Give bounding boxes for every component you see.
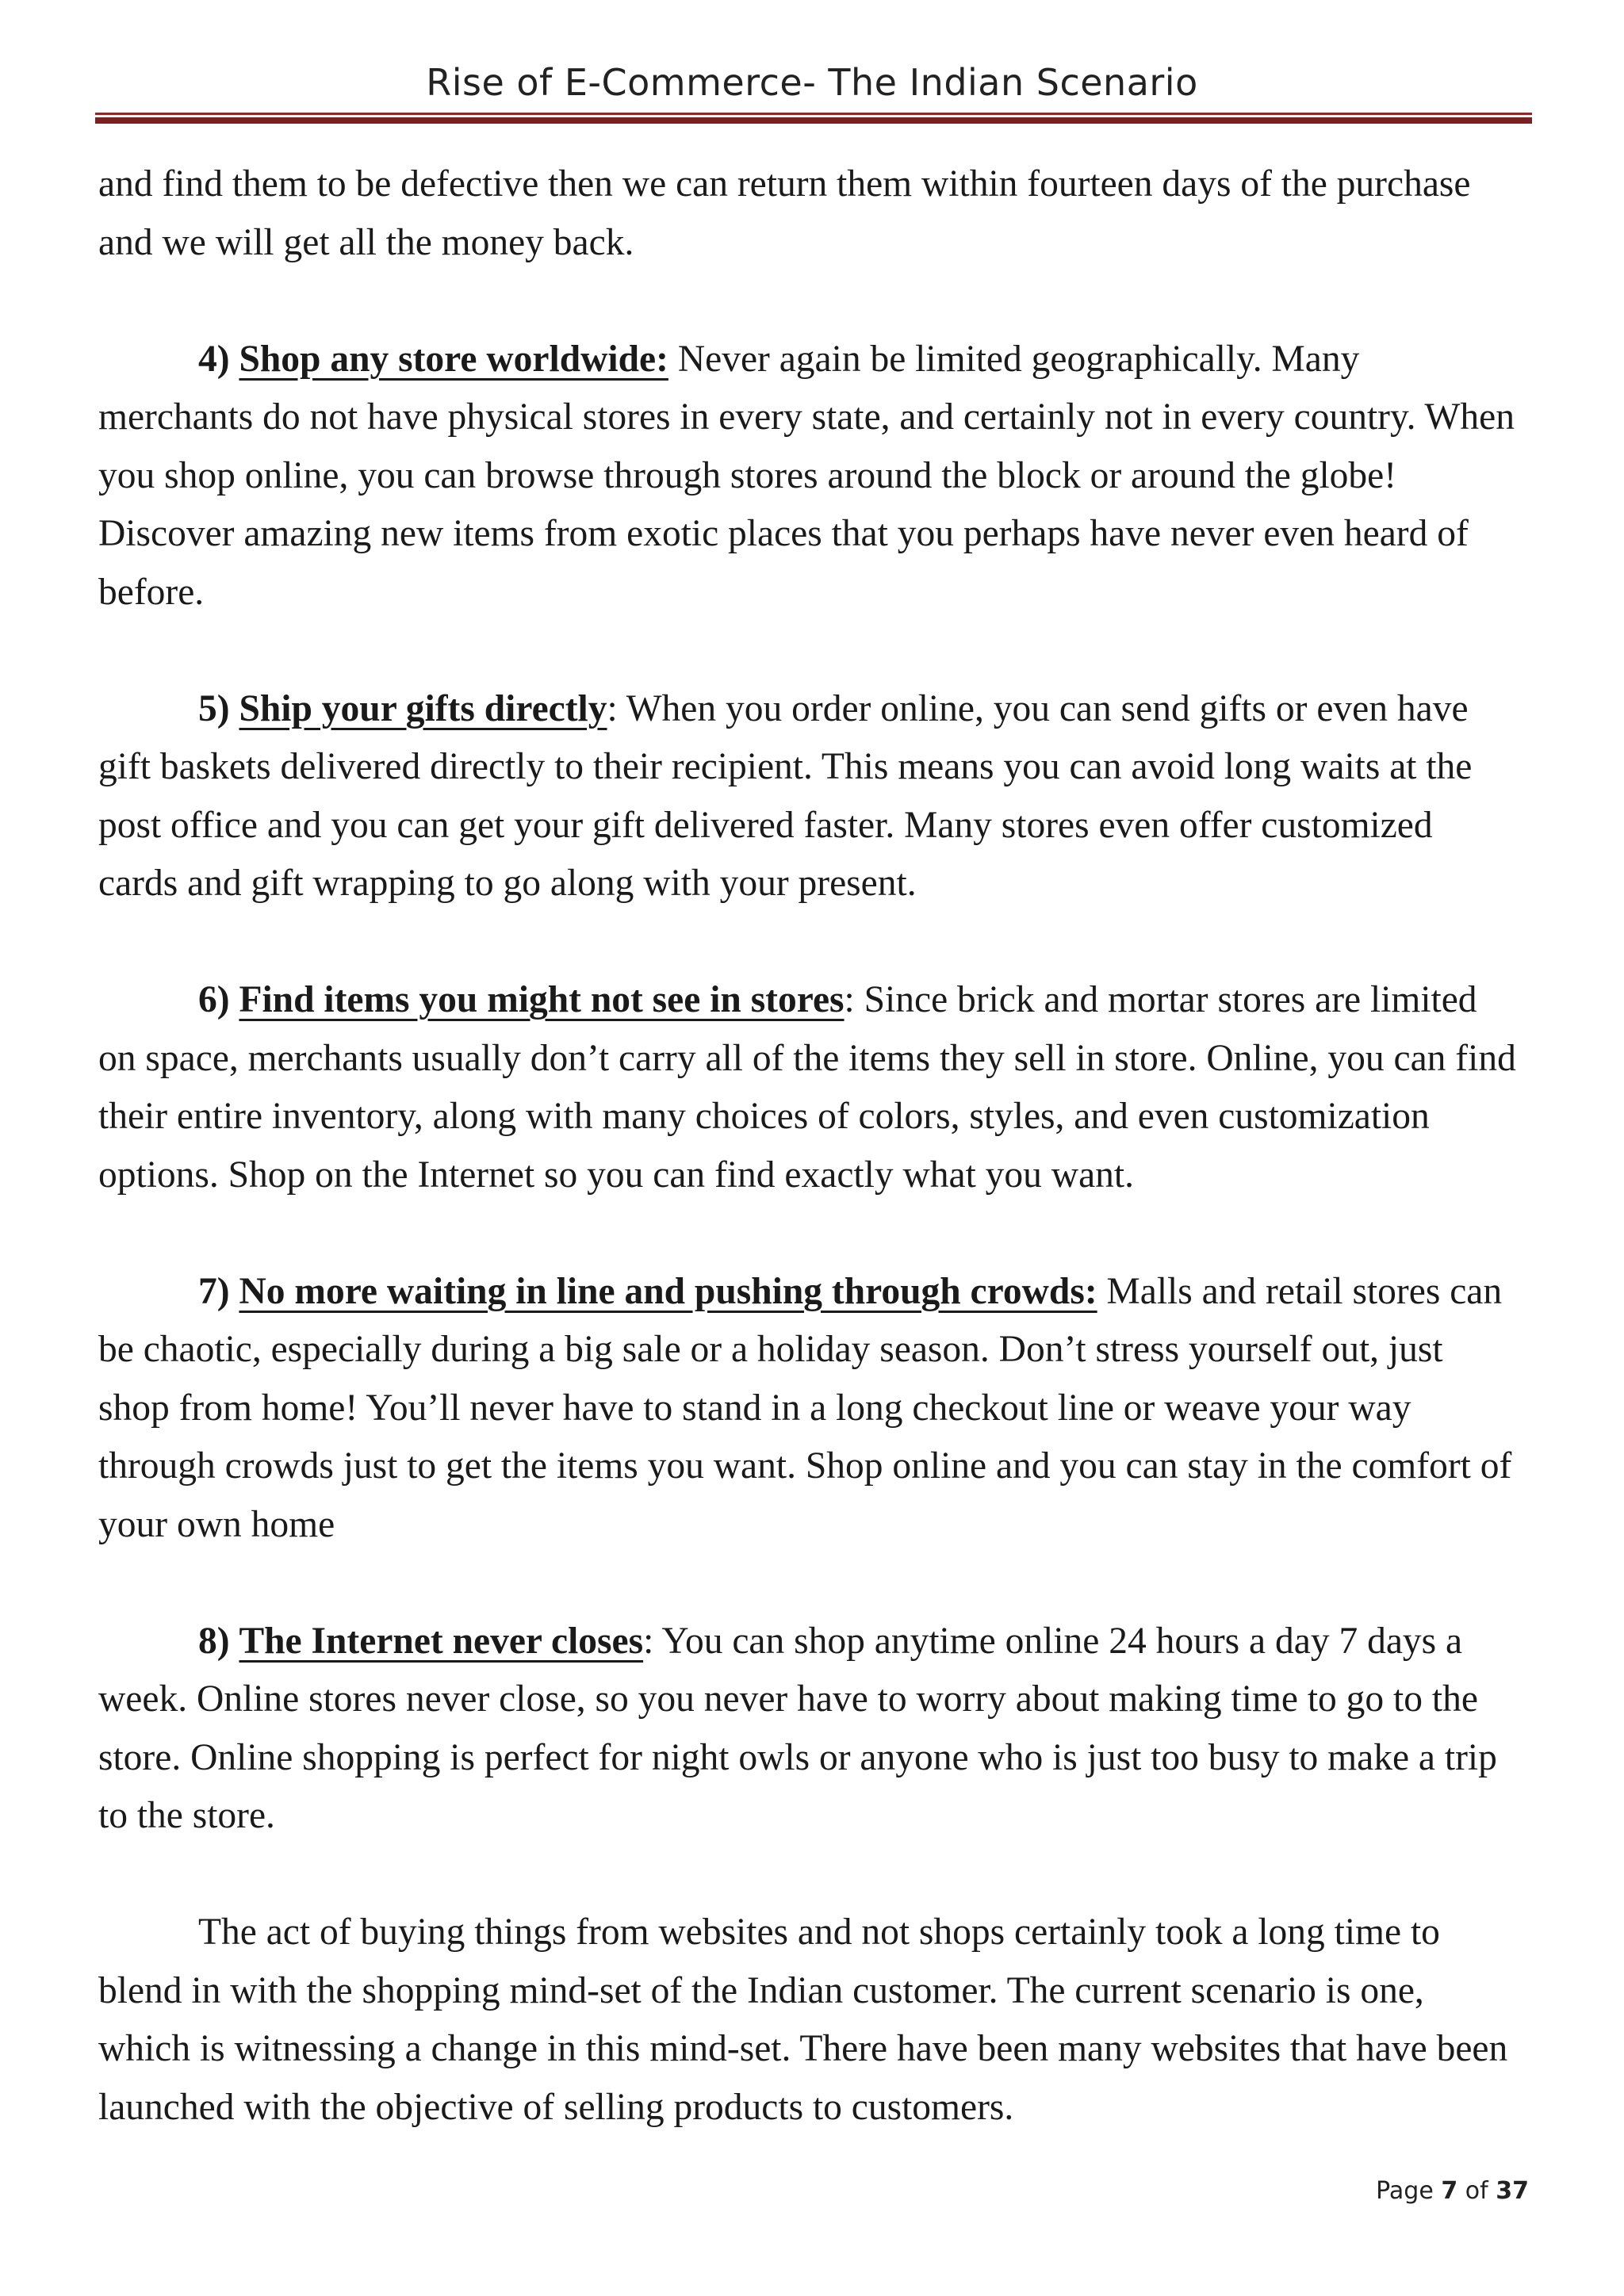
- page-number-footer: [1376, 2175, 1529, 2207]
- page-header-title: Rise of E-Commerce- The Indian Scenario: [426, 61, 1198, 104]
- current-page-number: 7: [1441, 2177, 1458, 2205]
- item-heading: Find items you might not see in stores: [239, 979, 845, 1020]
- item-number: 4): [198, 338, 230, 380]
- item-heading: Ship your gifts directly: [239, 687, 607, 729]
- header-divider-thick: [95, 117, 1532, 124]
- item-number: 6): [198, 979, 230, 1020]
- total-page-count: 37: [1496, 2177, 1529, 2205]
- paragraph-continuation: and find them to be defective then we can return them within fourteen days of the purchase and we will get all the money back.: [98, 163, 1471, 263]
- of-label: of: [1465, 2177, 1488, 2205]
- item-heading: No more waiting in line and pushing through crowds:: [239, 1270, 1097, 1312]
- paragraph-find-items: [98, 971, 1518, 1204]
- paragraph-conclusion: The act of buying things from websites and not shops certainly took a long time to blend in with the shopping mind-set of the Indian customer. The current scenario is one, which is witnessing a change in this mind-set. There have been many websites that have been launched with the objective of selling products to customers.: [98, 1911, 1508, 2128]
- page-label: Page: [1376, 2177, 1434, 2205]
- item-body: Malls and retail stores can be chaotic, especially during a big sale or a holiday season. Don’t stress yourself out, just shop from home! You’ll never have to stand in a long checkout line or weave your way through crowds just to get the items you want. Shop online and you can stay in the comfort of your own home: [98, 1270, 1512, 1545]
- document-body: [98, 155, 1518, 2195]
- item-body: : You can shop anytime online 24 hours a day 7 days a week. Online stores never close, so you never have to worry about making time to go to the store. Online shopping is perfect for night owls or anyone who is just too busy to make a trip to the store.: [98, 1620, 1497, 1836]
- paragraph-ship-gifts: [98, 680, 1518, 913]
- item-heading: The Internet never closes: [239, 1620, 644, 1662]
- paragraph-shop-any-store: [98, 331, 1518, 622]
- item-heading: Shop any store worldwide:: [239, 338, 668, 380]
- item-body: Never again be limited geographically. Many merchants do not have physical stores in every state, and certainly not in every country. When you shop online, you can browse through stores around the block or around the globe! Discover amazing new items from exotic places that you perhaps have never even heard of before.: [98, 338, 1515, 613]
- header-divider-thin: [95, 113, 1532, 115]
- item-number: 5): [198, 687, 230, 729]
- item-number: 8): [198, 1620, 230, 1662]
- item-body: : When you order online, you can send gifts or even have gift baskets delivered directly to their recipient. This means you can avoid long waits at the post office and you can get your gift delivered faster. Many stores even offer customized cards and gift wrapping to go along with your present.: [98, 687, 1473, 904]
- item-body: : Since brick and mortar stores are limited on space, merchants usually don’t carry all of the items they sell in store. Online, you can find their entire inventory, along with many choices of colors, styles, and even customization options. Shop on the Internet so you can find exactly what you want.: [98, 979, 1516, 1196]
- item-number: 7): [198, 1270, 230, 1312]
- paragraph-internet-never-closes: [98, 1613, 1518, 1846]
- paragraph-no-waiting: [98, 1263, 1518, 1555]
